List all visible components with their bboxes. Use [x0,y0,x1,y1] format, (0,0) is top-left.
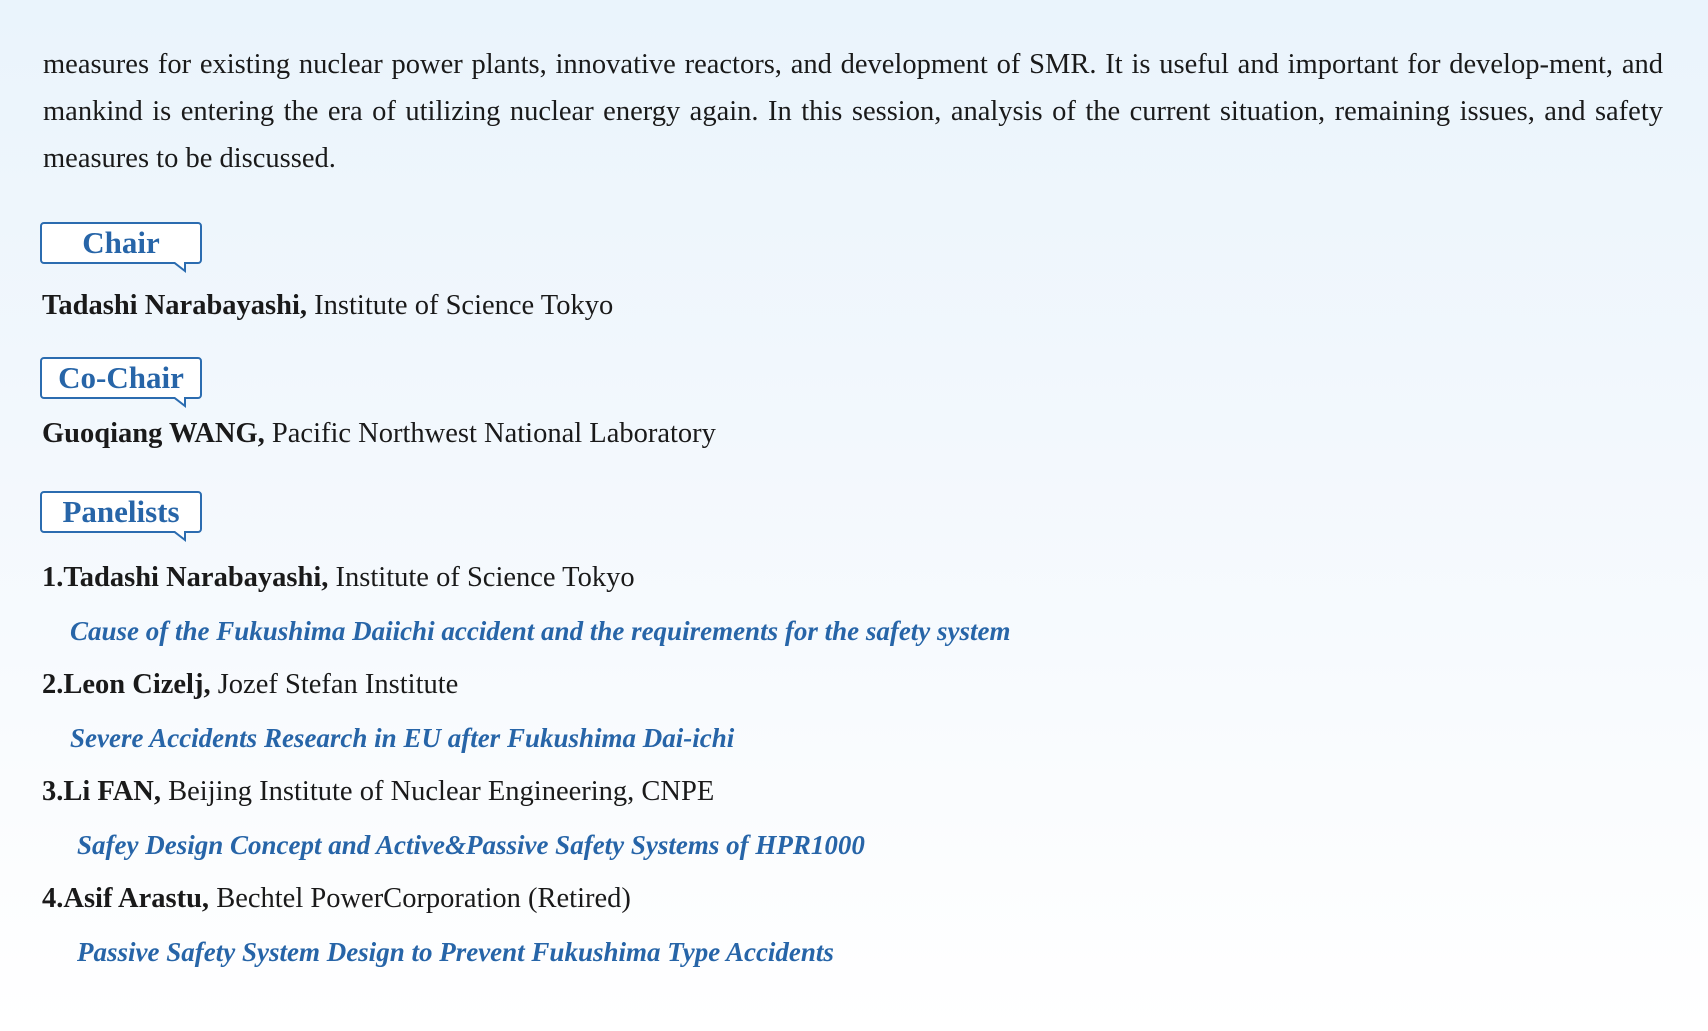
panelist-affiliation: Jozef Stefan Institute [210,669,459,700]
chair-entry [42,289,613,323]
panelist-affiliation: Beijing Institute of Nuclear Engineering, CNPE [161,776,715,807]
panelist-affiliation: Institute of Science Tokyo [328,562,635,593]
panelist-1 [42,561,635,595]
panelist-3 [42,775,714,809]
panelist-talk-title: Passive Safety System Design to Prevent Fukushima Type Accidents [77,937,834,967]
cochair-entry [42,417,716,451]
panelist-talk-title: Severe Accidents Research in EU after Fukushima Dai-ichi [70,723,735,753]
cochair-affiliation: Pacific Northwest National Laboratory [264,418,716,449]
panelists-heading: Panelists [40,491,202,533]
panelist-2 [42,668,458,702]
chair-heading: Chair [40,222,202,264]
cochair-name: Guoqiang WANG, [42,418,265,449]
panelist-affiliation: Bechtel PowerCorporation (Retired) [209,883,631,914]
panelist-name: 3.Li FAN, [42,776,162,807]
session-description: measures for existing nuclear power plants, innovative reactors, and development of SMR. It is useful and important for develop-ment, and mankind is entering the era of utilizing nuclear energy again. In this session, analysis of the current situation, remaining issues, and safety measures to be discussed. [43,49,1663,174]
panelist-4 [42,882,631,916]
panelist-name: 4.Asif Arastu, [42,883,210,914]
cochair-heading: Co-Chair [40,357,202,399]
panelist-name: 2.Leon Cizelj, [42,669,211,700]
panelist-talk-title: Cause of the Fukushima Daiichi accident and the requirements for the safety system [70,616,1011,646]
panelist-name: 1.Tadashi Narabayashi, [42,562,329,593]
chair-name: Tadashi Narabayashi, [42,290,308,321]
chair-affiliation: Institute of Science Tokyo [307,290,614,321]
panelist-talk-title: Safey Design Concept and Active&Passive Safety Systems of HPR1000 [77,830,865,860]
